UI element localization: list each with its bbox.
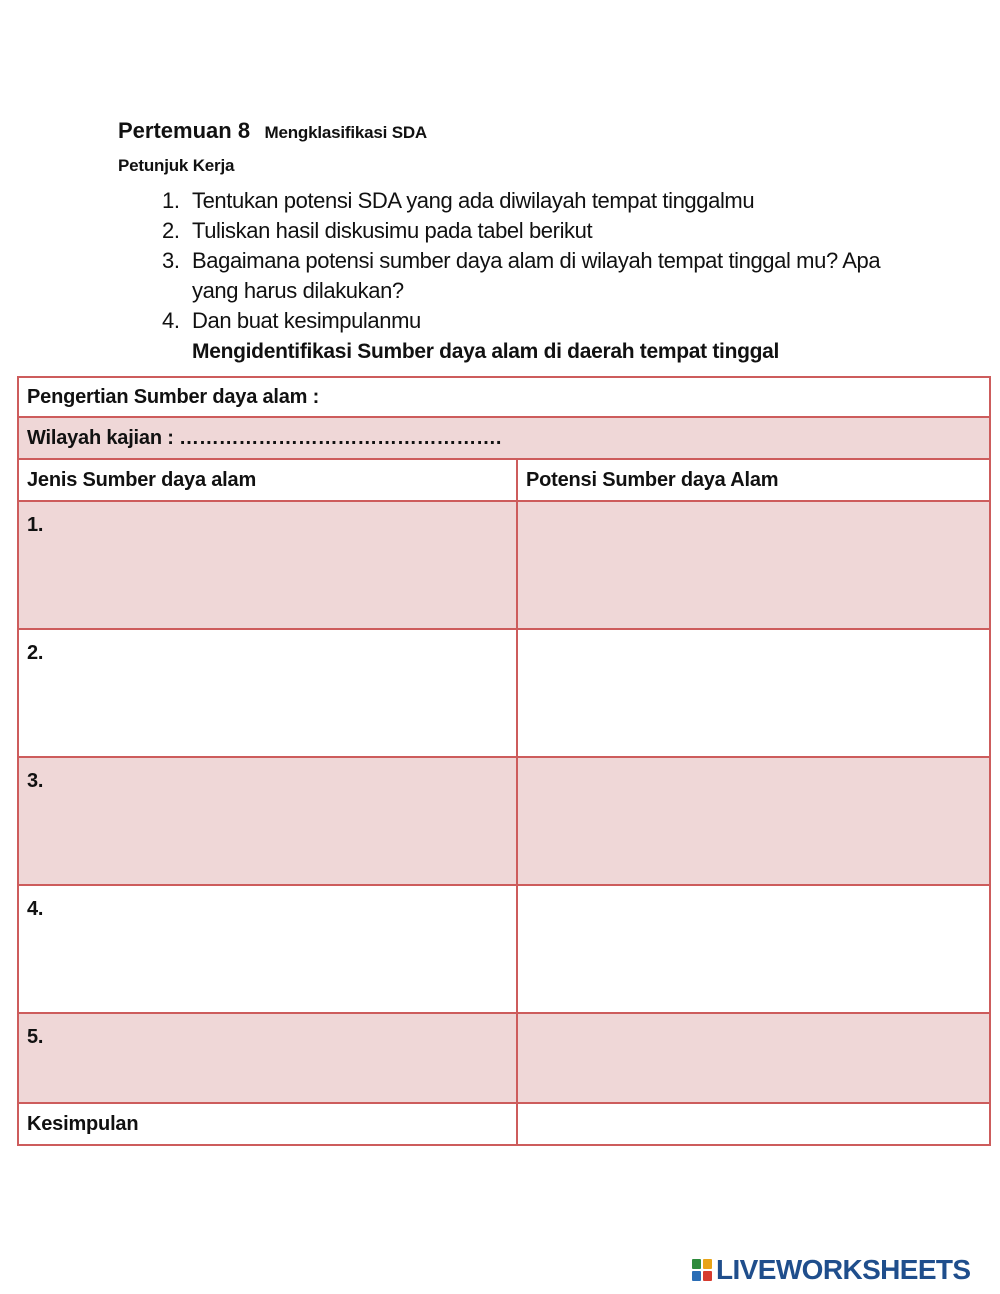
instruction-item	[162, 216, 892, 246]
resource-potential-cell[interactable]	[517, 757, 990, 885]
instruction-text: Tuliskan hasil diskusimu pada tabel berikut	[192, 218, 593, 243]
table-header-row	[18, 459, 990, 501]
instruction-item	[162, 246, 892, 306]
instruction-number: 1.	[162, 188, 180, 213]
row-number: 5.	[27, 1026, 44, 1048]
meeting-title: Pertemuan 8	[118, 118, 251, 143]
logo-text: LIVEWORKSHEETS	[716, 1254, 971, 1285]
table-row	[18, 501, 990, 629]
instruction-number: 3.	[162, 248, 180, 273]
resource-type-cell[interactable]	[18, 1013, 517, 1103]
table-title: Mengidentifikasi Sumber daya alam di daerah tempat tinggal	[192, 340, 780, 363]
resource-type-cell[interactable]	[18, 629, 517, 757]
resource-type-cell[interactable]	[18, 501, 517, 629]
conclusion-input[interactable]	[517, 1103, 990, 1145]
meeting-subtitle: Mengklasifikasi SDA	[264, 123, 427, 142]
table-row	[18, 885, 990, 1013]
liveworksheets-logo-icon	[692, 1259, 712, 1281]
liveworksheets-logo	[692, 1254, 971, 1286]
table-row	[18, 629, 990, 757]
instruction-item	[162, 186, 892, 216]
instruction-number: 2.	[162, 218, 180, 243]
resource-potential-cell[interactable]	[517, 885, 990, 1013]
resource-type-cell[interactable]	[18, 757, 517, 885]
definition-label: Pengertian Sumber daya alam :	[27, 385, 320, 408]
conclusion-label: Kesimpulan	[18, 1103, 517, 1145]
instruction-text: Dan buat kesimpulanmu	[192, 308, 421, 333]
worksheet-table-container	[17, 376, 989, 1146]
row-number: 4.	[27, 898, 44, 920]
resource-potential-cell[interactable]	[517, 1013, 990, 1103]
definition-row	[18, 377, 990, 417]
row-number: 1.	[27, 514, 44, 536]
instructions-label: Petunjuk Kerja	[118, 156, 235, 175]
conclusion-row	[18, 1103, 990, 1145]
table-row	[18, 1013, 990, 1103]
column-header: Potensi Sumber daya Alam	[517, 459, 990, 501]
region-cell[interactable]	[18, 417, 990, 459]
instructions-list	[162, 186, 892, 336]
worksheet-table	[17, 376, 991, 1146]
region-row	[18, 417, 990, 459]
instruction-item	[162, 306, 892, 336]
definition-cell[interactable]	[18, 377, 990, 417]
row-number: 3.	[27, 770, 44, 792]
instruction-text: Bagaimana potensi sumber daya alam di wilayah tempat tinggal mu? Apa yang harus dilakukan?	[192, 248, 881, 303]
instruction-text: Tentukan potensi SDA yang ada diwilayah tempat tinggalmu	[192, 188, 755, 213]
region-label: Wilayah kajian : ………………………………………….	[27, 426, 502, 449]
table-row	[18, 757, 990, 885]
column-header: Jenis Sumber daya alam	[18, 459, 517, 501]
page-title	[118, 118, 427, 144]
resource-potential-cell[interactable]	[517, 501, 990, 629]
resource-potential-cell[interactable]	[517, 629, 990, 757]
instruction-number: 4.	[162, 308, 180, 333]
row-number: 2.	[27, 642, 44, 664]
resource-type-cell[interactable]	[18, 885, 517, 1013]
